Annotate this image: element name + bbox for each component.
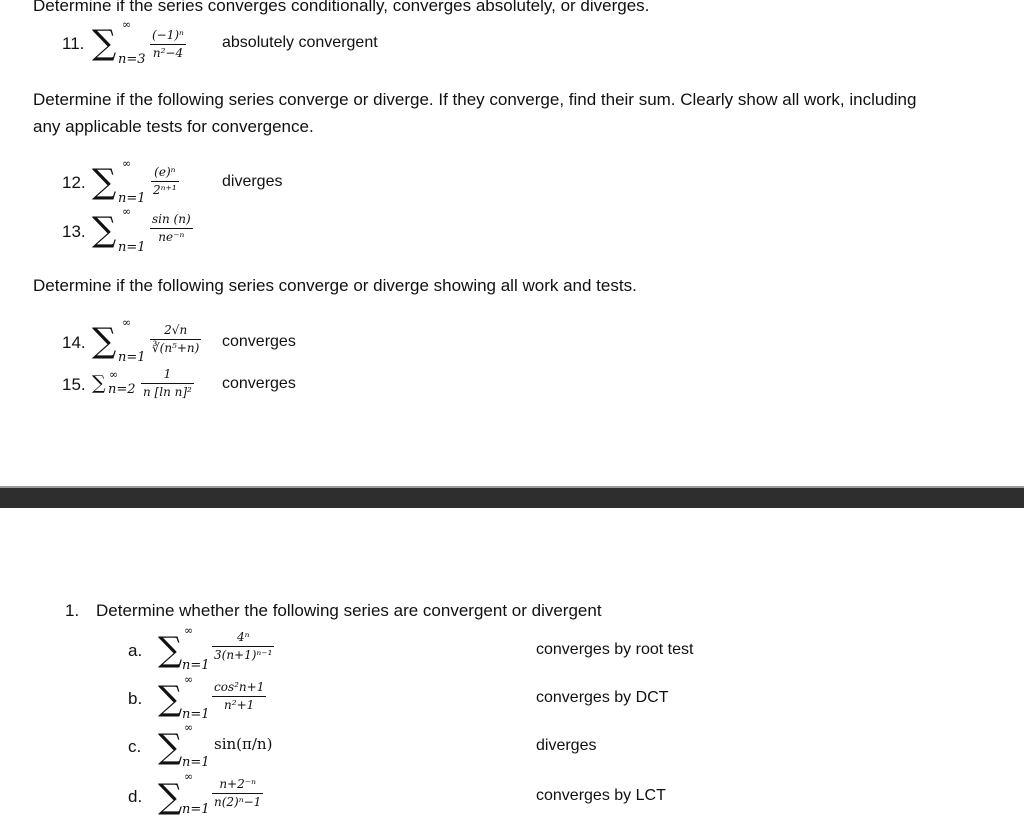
lower-limit: n=3 — [118, 52, 146, 67]
series-term-fraction — [150, 212, 193, 245]
answer-text: converges — [222, 333, 296, 350]
sigma-symbol: ∑ — [158, 777, 183, 817]
series-term-fraction — [212, 630, 274, 663]
series-term: sin(π/n) — [214, 735, 273, 753]
numerator: 2√n — [164, 323, 188, 337]
series-term-fraction — [150, 28, 186, 61]
answer-text: converges by DCT — [536, 689, 669, 706]
lower-limit: n=1 — [118, 191, 146, 206]
answer-text: diverges — [536, 737, 597, 754]
denominator: n²+1 — [224, 698, 255, 712]
item-label: b. — [128, 689, 143, 708]
section2-heading-line1: Determine if the following series converge or diverge. If they converge, find their sum. Clearly show all work, including — [33, 90, 917, 109]
denominator: 2ⁿ⁺¹ — [153, 183, 177, 197]
sigma-symbol: ∑ — [92, 23, 117, 63]
upper-limit: ∞ — [184, 721, 194, 734]
upper-limit: ∞ — [122, 18, 132, 31]
denominator: n²−4 — [152, 46, 184, 60]
upper-limit: ∞ — [184, 624, 194, 637]
problem-number: 12. — [62, 173, 86, 192]
sigma-symbol: ∑ — [92, 321, 117, 361]
problem-number: 13. — [62, 222, 86, 241]
upper-limit: ∞ — [184, 673, 194, 686]
upper-limit: ∞ — [122, 157, 132, 170]
answer-text: diverges — [222, 173, 283, 190]
numerator: cos²n+1 — [214, 680, 265, 694]
numerator: (e)ⁿ — [154, 165, 176, 179]
upper-limit: ∞ — [184, 770, 194, 783]
page-divider — [0, 488, 1024, 508]
lower-limit: n=1 — [182, 755, 210, 770]
upper-limit: ∞ — [122, 316, 132, 329]
numerator: n+2⁻ⁿ — [219, 777, 256, 791]
lower-limit: n=1 — [118, 240, 146, 255]
denominator: 3(n+1)ⁿ⁻¹ — [214, 648, 273, 662]
denominator: ∛(n⁵+n) — [152, 341, 200, 355]
sigma-symbol: ∑ — [158, 630, 183, 670]
series-term-fraction — [212, 680, 266, 713]
lower-limit: n=1 — [182, 658, 210, 673]
section1-heading: Determine if the series converges conditionally, converges absolutely, or diverges. — [33, 0, 650, 15]
numerator: sin (n) — [152, 212, 191, 226]
lower-limit: n=2 — [108, 382, 136, 397]
section4-heading-number: 1. — [65, 601, 80, 620]
series-term-fraction — [141, 367, 194, 400]
section3-heading: Determine if the following series converge or diverge showing all work and tests. — [33, 276, 637, 295]
series-term-fraction — [151, 165, 179, 198]
upper-limit: ∞ — [122, 205, 132, 218]
upper-limit: ∞ — [109, 368, 119, 381]
item-label: d. — [128, 787, 143, 806]
item-label: a. — [128, 641, 143, 660]
problem-number: 11. — [62, 34, 85, 53]
section4-heading: Determine whether the following series are convergent or divergent — [96, 601, 602, 620]
answer-text: converges by root test — [536, 641, 694, 658]
section2-heading-line2: any applicable tests for convergence. — [33, 117, 314, 136]
denominator: n(2)ⁿ−1 — [214, 795, 262, 809]
sigma-symbol: ∑ — [92, 162, 117, 202]
denominator: n [ln n]² — [143, 385, 192, 399]
sigma-symbol: ∑ — [158, 727, 183, 767]
problem-number: 15. — [62, 375, 86, 394]
sigma-symbol: ∑ — [92, 372, 106, 394]
lower-limit: n=1 — [182, 802, 210, 817]
lower-limit: n=1 — [182, 707, 210, 722]
answer-text: absolutely convergent — [222, 34, 378, 51]
item-label: c. — [128, 737, 142, 756]
lower-limit: n=1 — [118, 350, 146, 365]
series-term-fraction — [150, 323, 201, 356]
answer-text: converges by LCT — [536, 787, 666, 804]
answer-text: converges — [222, 375, 296, 392]
series-term-fraction — [212, 777, 263, 810]
sigma-symbol: ∑ — [92, 210, 117, 250]
sigma-symbol: ∑ — [158, 679, 183, 719]
problem-number: 14. — [62, 333, 86, 352]
numerator: (−1)ⁿ — [152, 28, 184, 42]
numerator: 4ⁿ — [236, 630, 250, 644]
numerator: 1 — [163, 367, 172, 381]
denominator: ne⁻ⁿ — [158, 230, 185, 244]
